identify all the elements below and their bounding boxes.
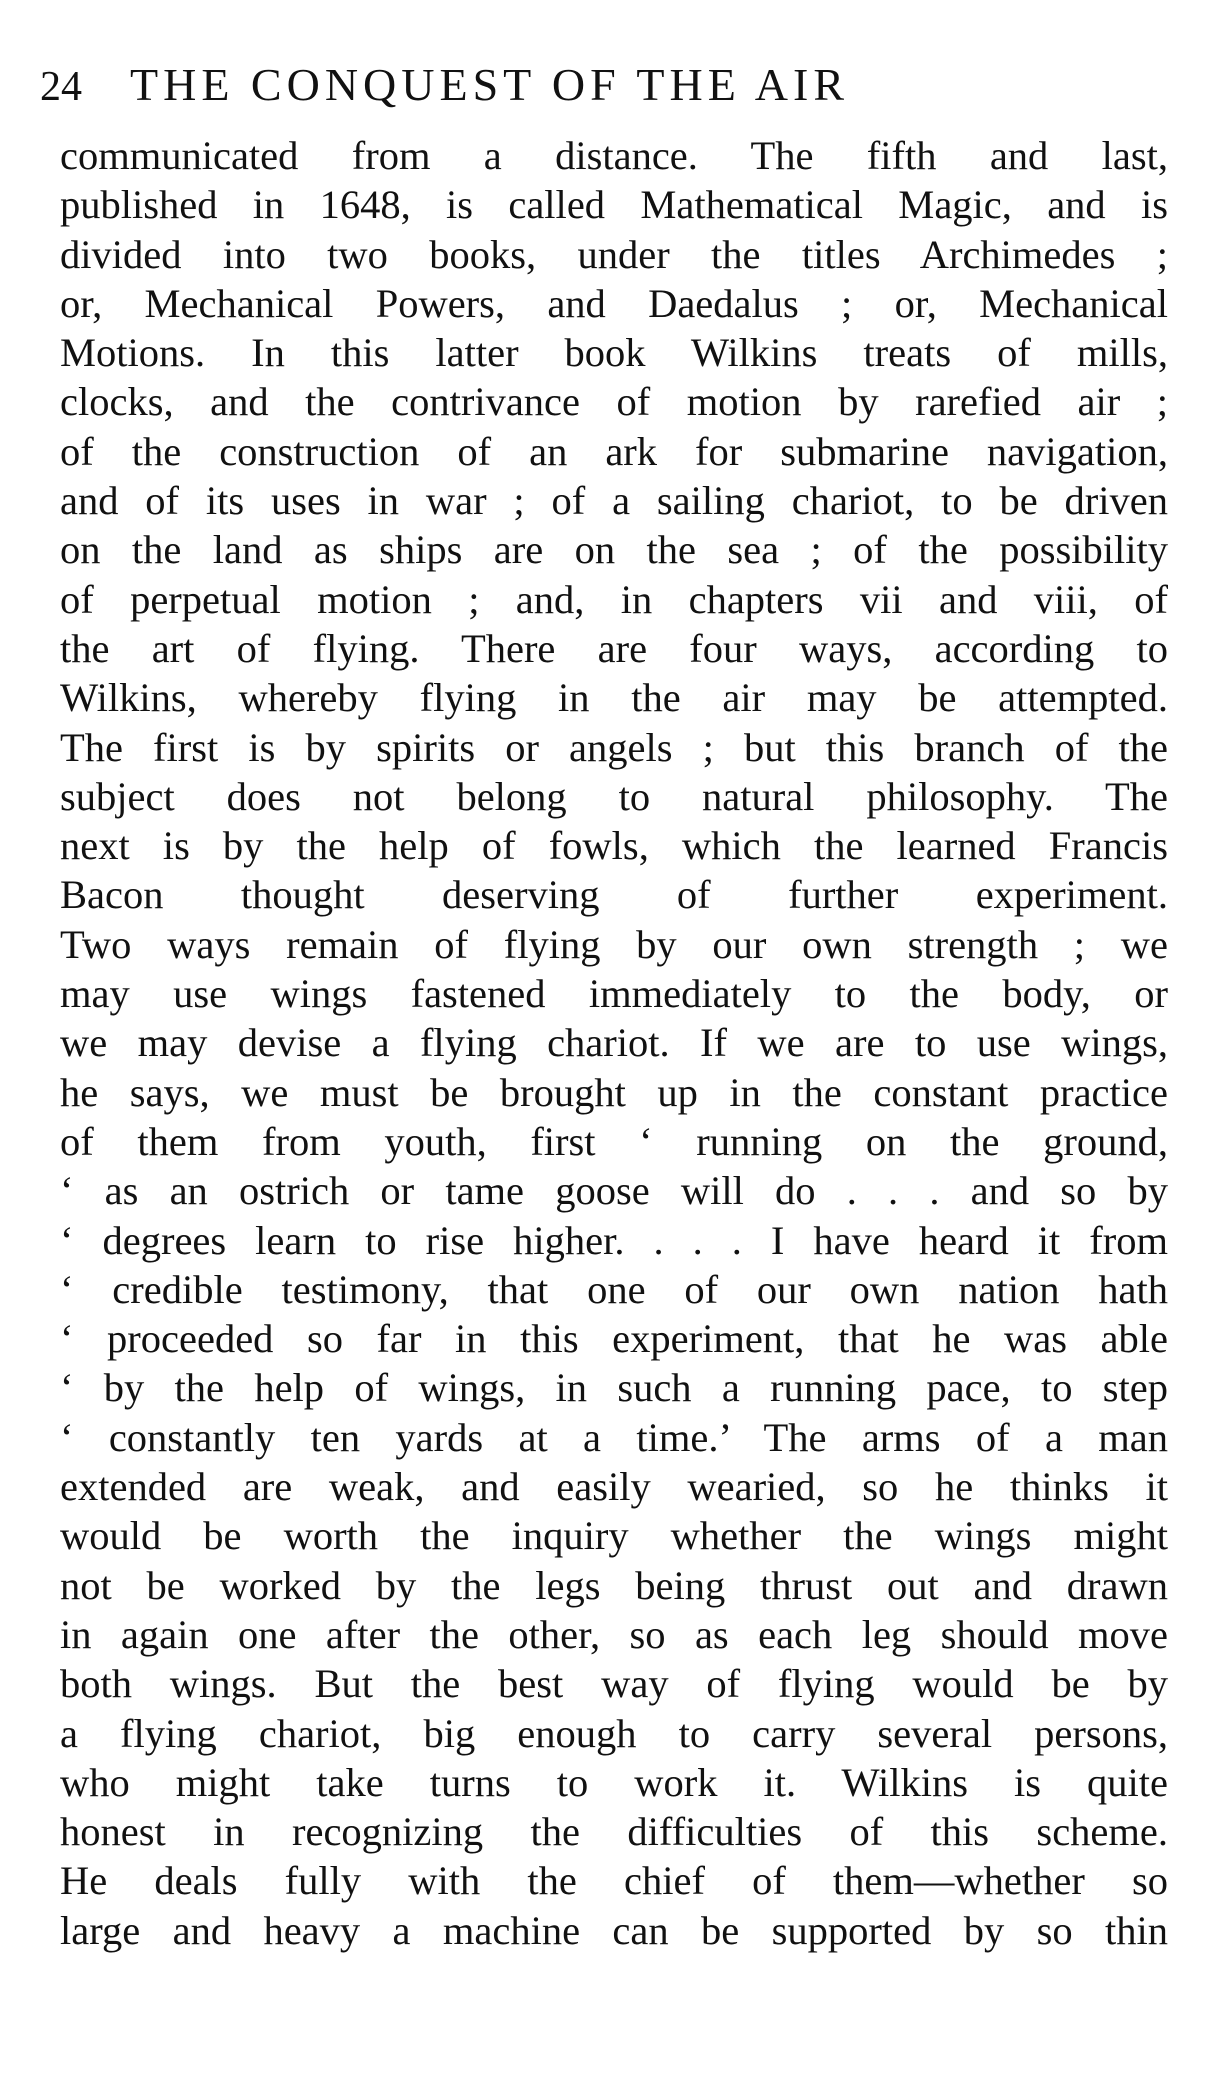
text-line: we may devise a flying chariot. If we are to use wings, <box>60 1020 1168 1066</box>
text-line: ‘ by the help of wings, in such a running pace, to step <box>60 1365 1168 1411</box>
running-title: THE CONQUEST OF THE AIR <box>130 59 849 110</box>
text-line: ‘ constantly ten yards at a time.’ The arms of a man <box>60 1414 1168 1460</box>
text-line: clocks, and the contrivance of motion by rarefied air ; <box>60 379 1168 425</box>
text-line: communicated from a distance. The fifth and last, <box>60 133 1168 178</box>
text-line: large and heavy a machine can be supported by so thin <box>60 1907 1168 1953</box>
text-line: subject does not belong to natural philosophy. The <box>60 773 1168 819</box>
text-line: the art of flying. There are four ways, according to <box>60 625 1168 671</box>
text-line: The first is by spirits or angels ; but this branch of the <box>60 724 1168 770</box>
text-line: next is by the help of fowls, which the learned Francis <box>60 823 1168 869</box>
text-line: may use wings fastened immediately to the body, or <box>60 971 1168 1017</box>
body-text <box>60 131 1168 1955</box>
text-line: a flying chariot, big enough to carry several persons, <box>60 1710 1168 1756</box>
text-line: would be worth the inquiry whether the wings might <box>60 1513 1168 1559</box>
text-line: ‘ credible testimony, that one of our own nation hath <box>60 1266 1168 1312</box>
text-line: of perpetual motion ; and, in chapters vii and viii, of <box>60 576 1168 622</box>
text-line: honest in recognizing the difficulties of this scheme. <box>60 1809 1168 1855</box>
text-line: and of its uses in war ; of a sailing chariot, to be driven <box>60 478 1168 524</box>
text-line: ‘ degrees learn to rise higher. . . . I have heard it from <box>60 1217 1168 1263</box>
text-line: extended are weak, and easily wearied, so he thinks it <box>60 1464 1168 1510</box>
text-line: of the construction of an ark for submarine navigation, <box>60 428 1168 474</box>
text-line: not be worked by the legs being thrust out and drawn <box>60 1562 1168 1608</box>
text-line: ‘ proceeded so far in this experiment, that he was able <box>60 1316 1168 1362</box>
text-line: divided into two books, under the titles Archimedes ; <box>60 231 1168 277</box>
text-line: or, Mechanical Powers, and Daedalus ; or, Mechanical <box>60 280 1168 326</box>
text-line: Bacon thought deserving of further experiment. <box>60 872 1168 918</box>
text-line: on the land as ships are on the sea ; of the possibility <box>60 527 1168 573</box>
text-line: he says, we must be brought up in the constant practice <box>60 1069 1168 1115</box>
text-line: ‘ as an ostrich or tame goose will do . . . and so by <box>60 1168 1168 1214</box>
text-line: both wings. But the best way of flying would be by <box>60 1661 1168 1707</box>
text-line: published in 1648, is called Mathematical Magic, and is <box>60 182 1168 228</box>
running-head <box>40 55 1180 115</box>
text-line: Two ways remain of flying by our own strength ; we <box>60 921 1168 967</box>
text-line: He deals fully with the chief of them—whether so <box>60 1858 1168 1904</box>
text-line: who might take turns to work it. Wilkins is quite <box>60 1759 1168 1805</box>
text-line: of them from youth, first ‘ running on the ground, <box>60 1118 1168 1164</box>
text-line: Motions. In this latter book Wilkins treats of mills, <box>60 330 1168 376</box>
page-number: 24 <box>40 64 82 110</box>
text-line: Wilkins, whereby flying in the air may be attempted. <box>60 675 1168 721</box>
text-line: in again one after the other, so as each leg should move <box>60 1611 1168 1657</box>
